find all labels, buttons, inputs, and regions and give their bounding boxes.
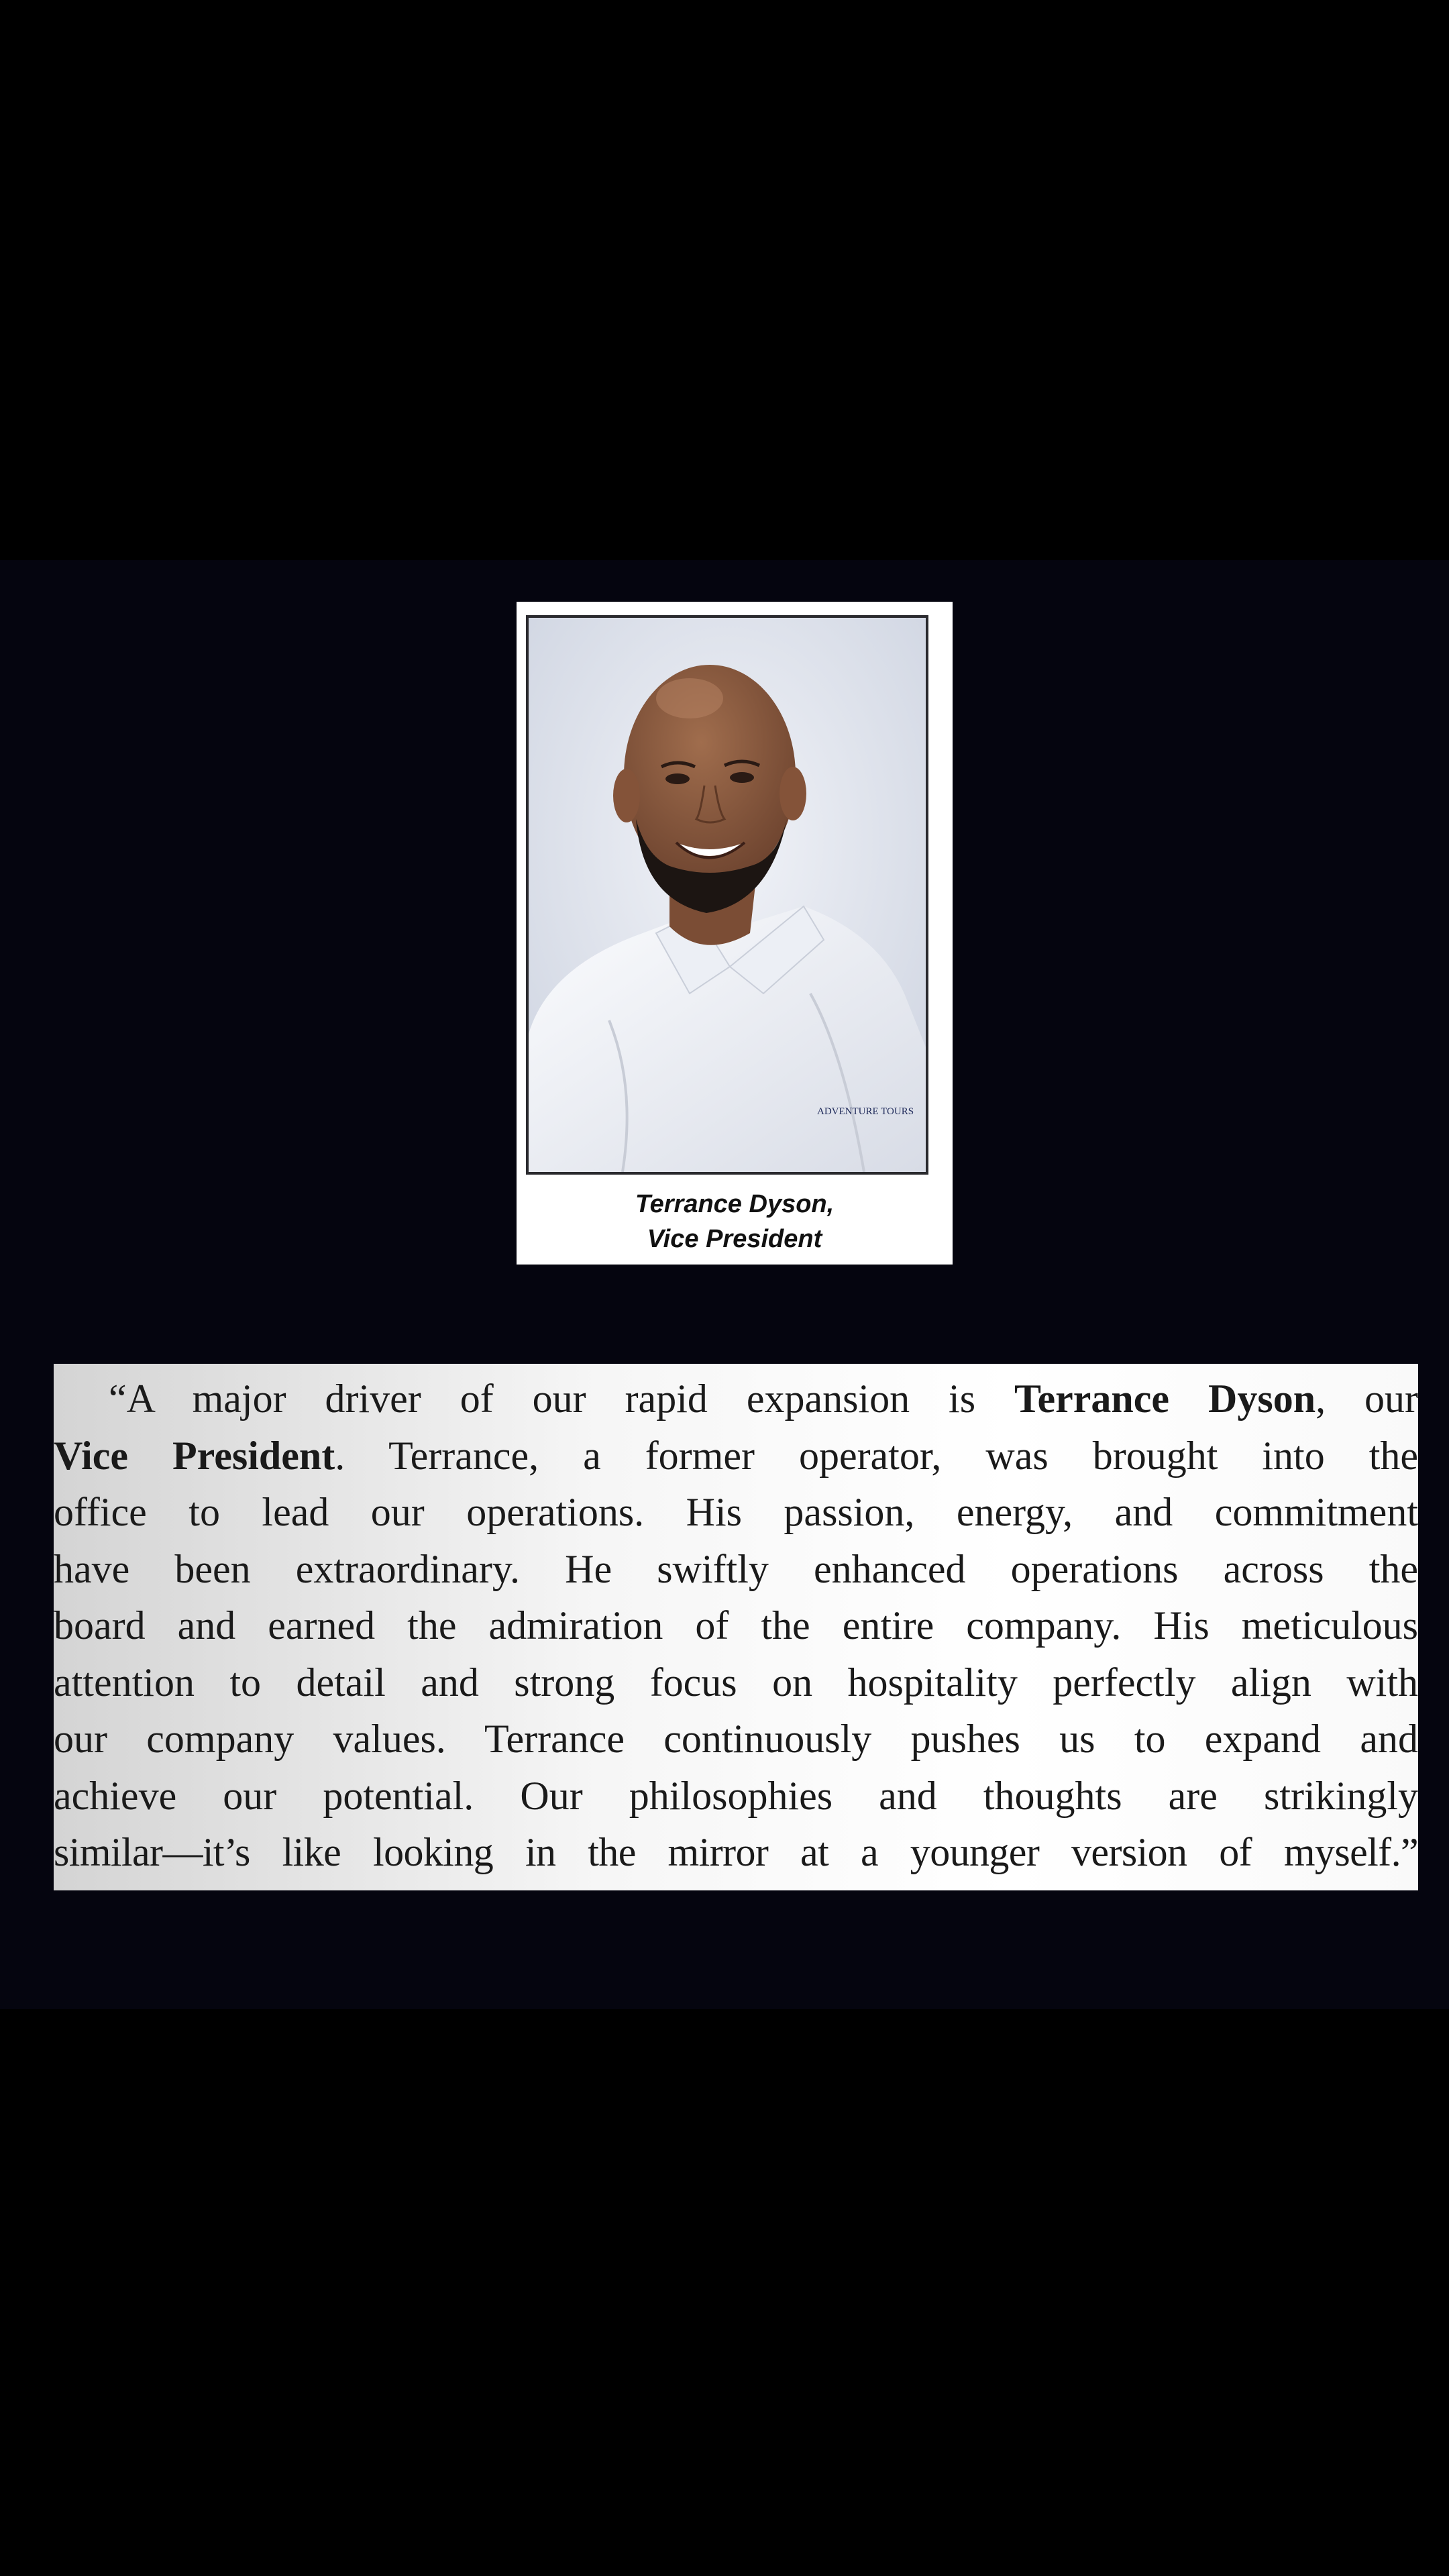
quote-line: attention to detail and strong focus on hospitality perfectly align with — [54, 1660, 1418, 1705]
title-bold: Vice President — [54, 1433, 335, 1478]
quote-excerpt — [54, 1364, 1418, 1890]
quote-line: “A major driver of our rapid expansion is Terrance Dyson, our — [109, 1377, 1418, 1421]
quote-line: Vice President. Terrance, a former operator, was brought into the — [54, 1433, 1418, 1478]
quote-line: our company values. Terrance continuously pushes us to expand and — [54, 1717, 1418, 1761]
quote-line: board and earned the admiration of the entire company. His meticulous — [54, 1603, 1418, 1648]
quote-line: achieve our potential. Our philosophies and thoughts are strikingly — [54, 1773, 1418, 1818]
portrait-photo — [526, 615, 928, 1175]
name-bold: Terrance Dyson — [1014, 1377, 1316, 1421]
quote-line: have been extraordinary. He swiftly enhanced operations across the — [54, 1546, 1418, 1591]
quote-line: office to lead our operations. His passion, energy, and commitment — [54, 1490, 1418, 1534]
quote-paragraph — [54, 1371, 1418, 1881]
photo-caption — [517, 1187, 953, 1256]
quote-line: similar—it’s like looking in the mirror at a younger version of myself.” — [54, 1830, 1418, 1874]
photo-card — [517, 602, 953, 1265]
caption-name: Terrance Dyson, — [635, 1190, 835, 1218]
caption-title: Vice President — [647, 1225, 822, 1253]
shirt-logo-text: ADVENTURE TOURS — [817, 1106, 914, 1117]
